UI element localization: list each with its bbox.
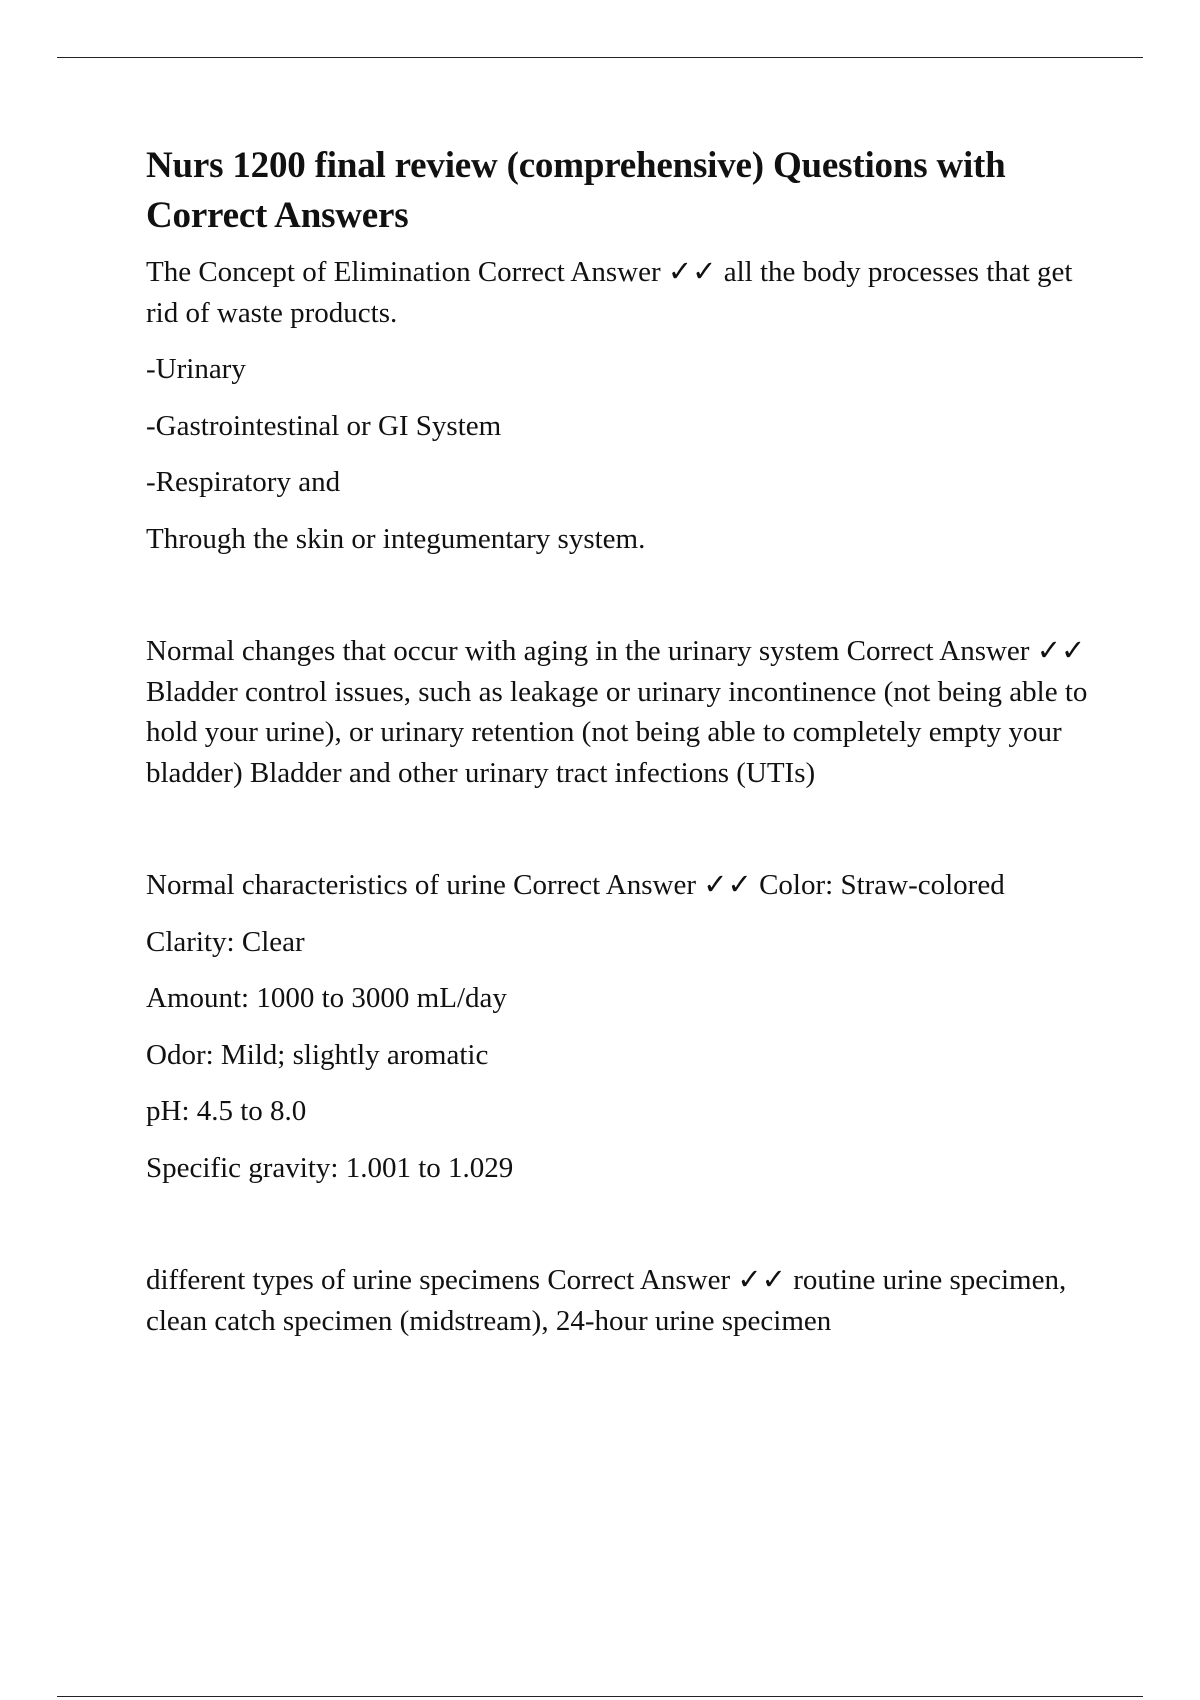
qa-paragraph: different types of urine specimens Correct Answer ✓✓ routine urine specimen, clean catch specimen (midstream), 24-hour urine specimen <box>146 1264 1067 1337</box>
qa-paragraph: Normal characteristics of urine Correct Answer ✓✓ Color: Straw-colored <box>146 869 1005 901</box>
qa-paragraph: Through the skin or integumentary system. <box>146 522 646 555</box>
header-rule <box>57 57 1143 58</box>
qa-block-urine-specimens <box>146 1260 1096 1341</box>
list-item: -Urinary <box>146 353 246 385</box>
document-title: Nurs 1200 final review (comprehensive) Questions with Correct Answers <box>146 145 1006 236</box>
list-item: pH: 4.5 to 8.0 <box>146 1095 307 1127</box>
list-item: Amount: 1000 to 3000 mL/day <box>146 982 507 1014</box>
list-item: Clarity: Clear <box>146 925 305 958</box>
document-body <box>146 141 1096 1341</box>
qa-paragraph: Normal changes that occur with aging in the urinary system Correct Answer ✓✓ Bladder control issues, such as leakage or urinary incontinence (not being able to hold your urine), or urinary retention (not being able to completely empty your bladder) Bladder and other urinary tract infections (UTIs) <box>146 635 1088 789</box>
qa-paragraph: The Concept of Elimination Correct Answer ✓✓ all the body processes that get rid of waste products. <box>146 256 1073 329</box>
list-item: Specific gravity: 1.001 to 1.029 <box>146 1151 514 1184</box>
footer-rule <box>57 1696 1143 1697</box>
qa-block-aging-urinary <box>146 631 1096 793</box>
list-item: -Respiratory and <box>146 466 341 498</box>
list-item: Odor: Mild; slightly aromatic <box>146 1038 489 1071</box>
list-item: -Gastrointestinal or GI System <box>146 409 502 442</box>
qa-block-elimination <box>146 252 1096 559</box>
qa-block-urine-characteristics <box>146 865 1096 1188</box>
